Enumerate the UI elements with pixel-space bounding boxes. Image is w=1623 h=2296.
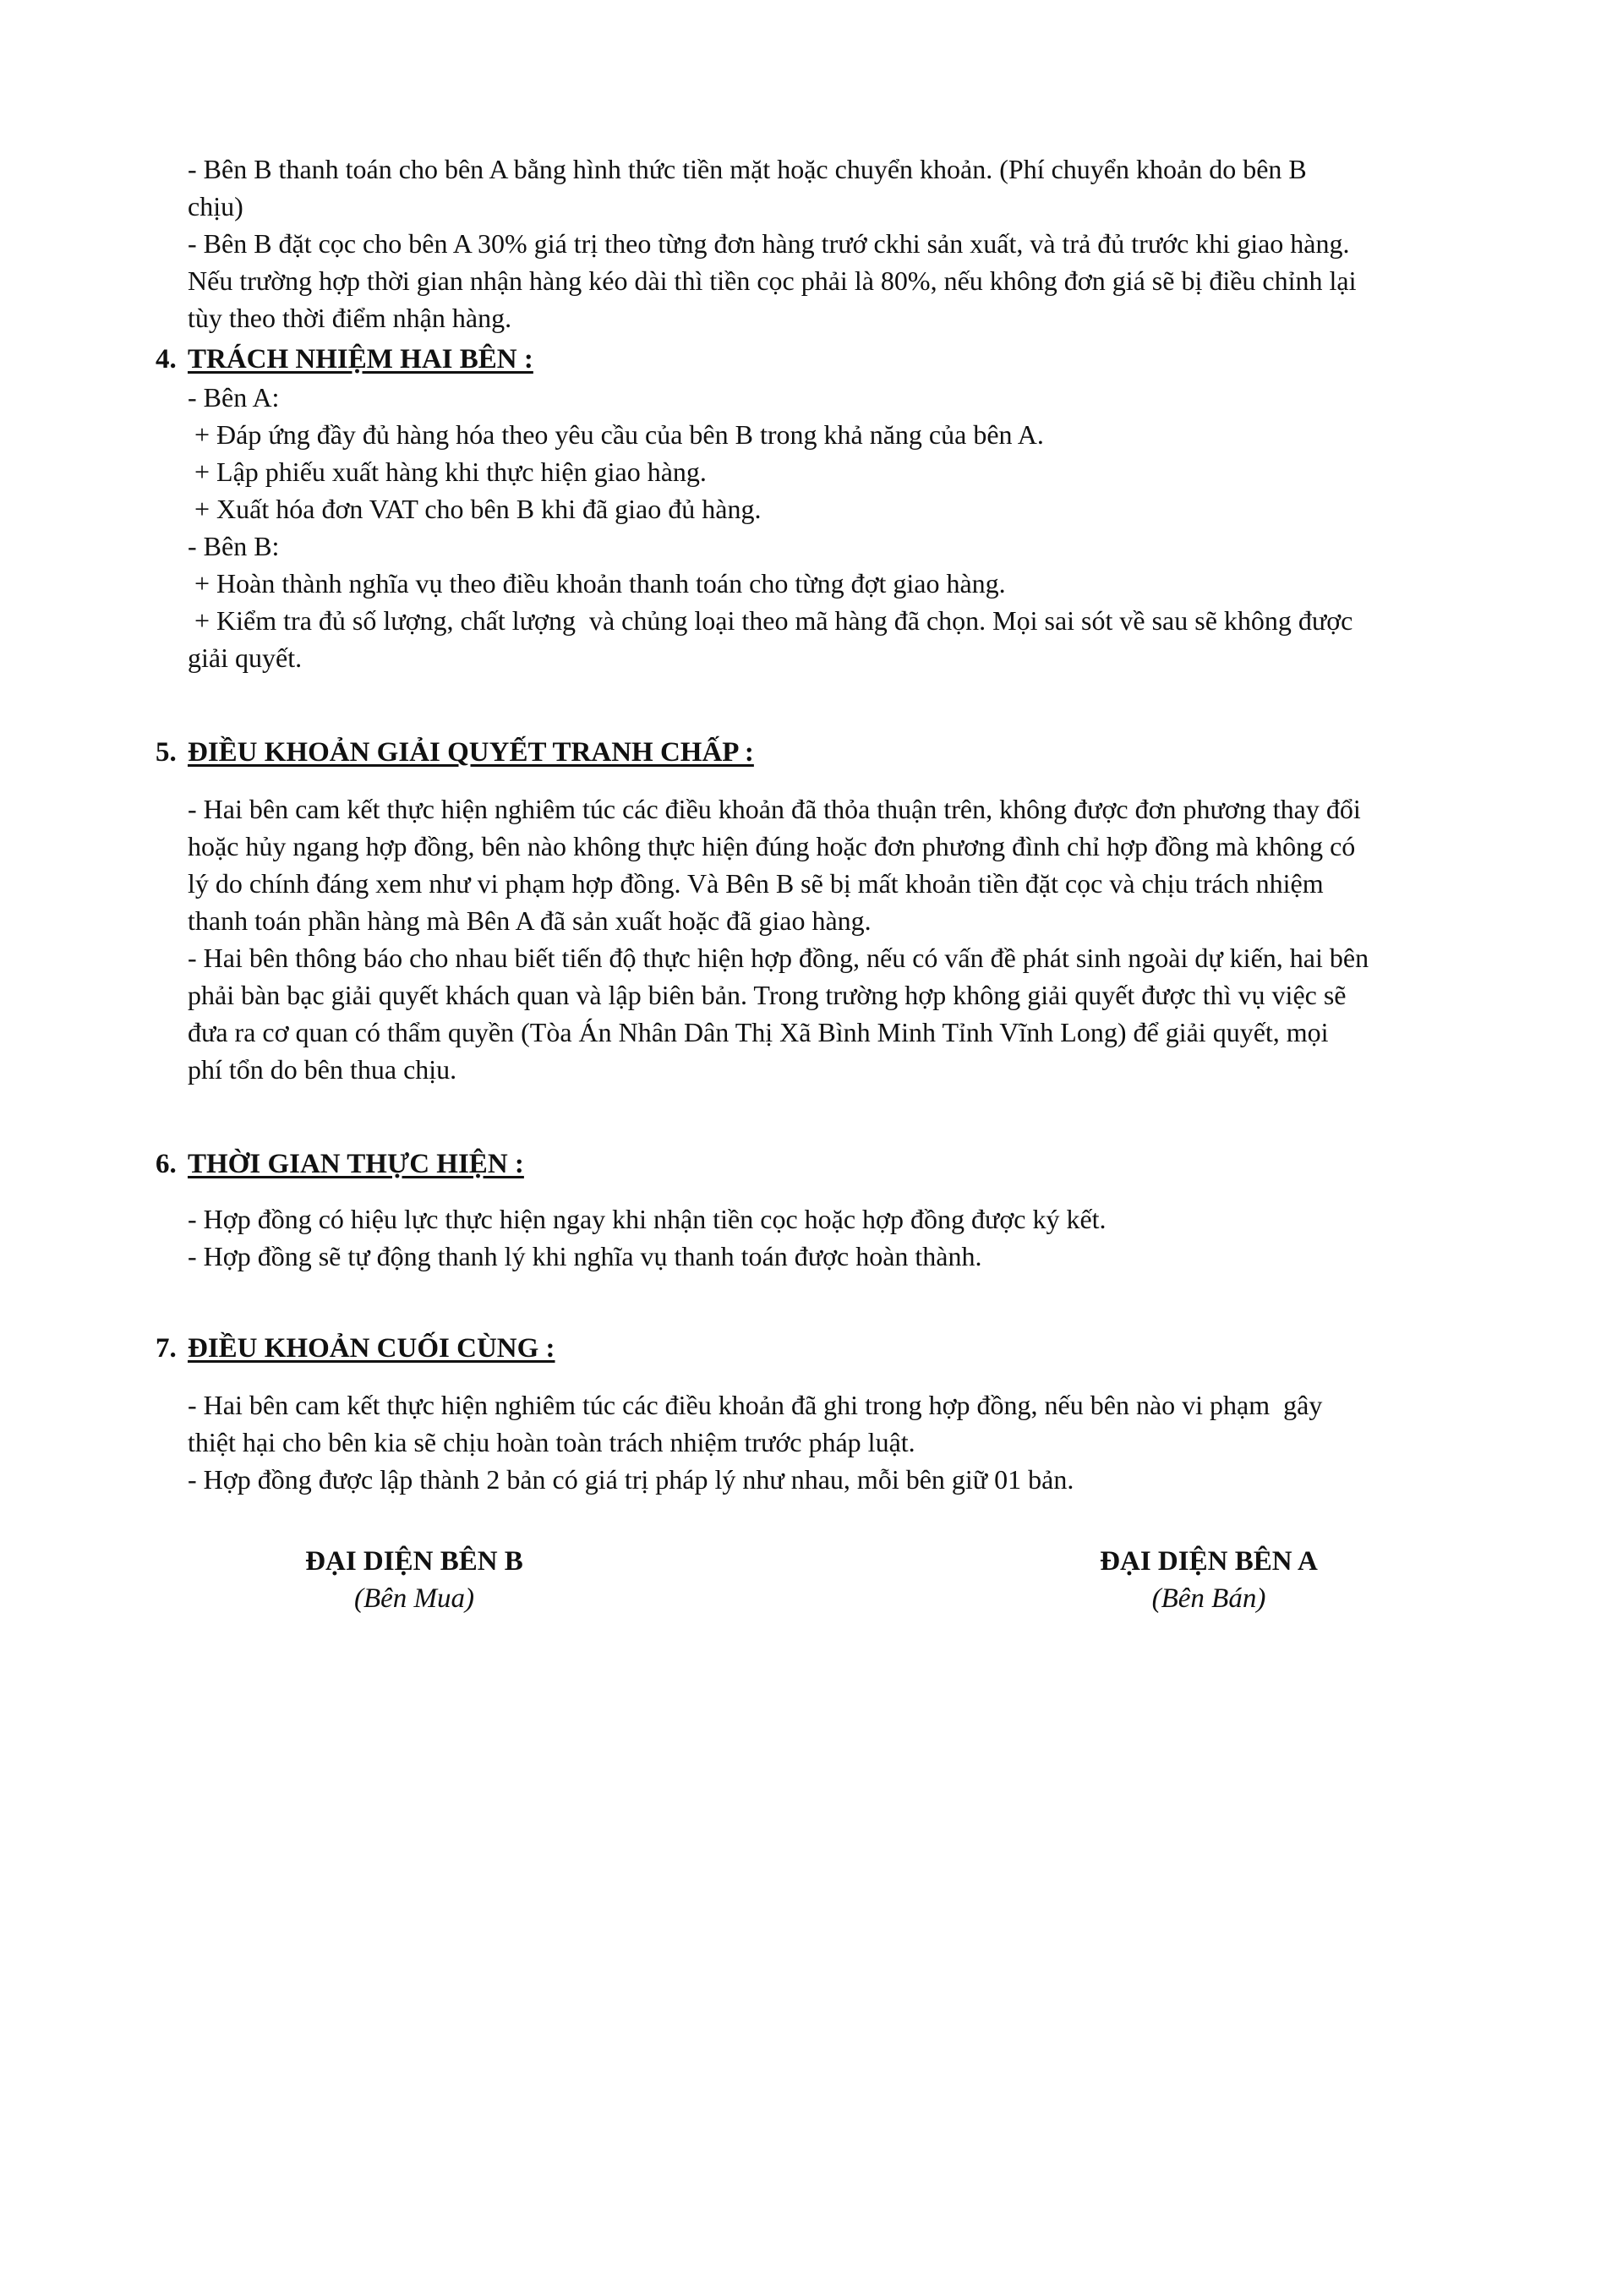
section-4-line: + Đáp ứng đầy đủ hàng hóa theo yêu cầu của bên B trong khả năng của bên A. bbox=[188, 419, 1044, 450]
section-7-line: - Hợp đồng được lập thành 2 bản có giá trị pháp lý như nhau, mỗi bên giữ 01 bản. bbox=[188, 1464, 1074, 1495]
section-6-number: 6. bbox=[156, 1149, 177, 1179]
section-7-body bbox=[188, 1386, 1489, 1498]
section-4-title: TRÁCH NHIỆM HAI BÊN : bbox=[188, 344, 533, 374]
seller-representative-label: ĐẠI DIỆN BÊN A bbox=[1100, 1546, 1318, 1577]
section-4-line: + Xuất hóa đơn VAT cho bên B khi đã giao đủ hàng. bbox=[188, 494, 762, 524]
section-5-heading bbox=[156, 734, 754, 771]
section-5-body bbox=[188, 790, 1489, 1088]
section-7-title: ĐIỀU KHOẢN CUỐI CÙNG : bbox=[188, 1333, 555, 1364]
section-5-line: lý do chính đáng xem như vi phạm hợp đồng. Và Bên B sẽ bị mất khoản tiền đặt cọc và chịu trách nhiệm bbox=[188, 868, 1324, 899]
section-5-line: phí tổn do bên thua chịu. bbox=[188, 1054, 457, 1085]
section-5-line: - Hai bên thông báo cho nhau biết tiến độ thực hiện hợp đồng, nếu có vấn đề phát sinh ngoài dự kiến, hai bên bbox=[188, 943, 1369, 973]
section-4-line: + Hoàn thành nghĩa vụ theo điều khoản thanh toán cho từng đợt giao hàng. bbox=[188, 568, 1006, 599]
section-5-title: ĐIỀU KHOẢN GIẢI QUYẾT TRANH CHẤP : bbox=[188, 737, 754, 768]
payment-line: Nếu trường hợp thời gian nhận hàng kéo dài thì tiền cọc phải là 80%, nếu không đơn giá sẽ bị điều chỉnh lại bbox=[188, 265, 1357, 296]
section-4-number: 4. bbox=[156, 344, 177, 374]
buyer-representative-label: ĐẠI DIỆN BÊN B bbox=[305, 1546, 523, 1577]
seller-party-label: (Bên Bán) bbox=[1151, 1583, 1266, 1614]
section-5-line: hoặc hủy ngang hợp đồng, bên nào không thực hiện đúng hoặc đơn phương đình chỉ hợp đồng mà không có bbox=[188, 831, 1356, 861]
payment-line: tùy theo thời điểm nhận hàng. bbox=[188, 303, 512, 333]
section-6-title: THỜI GIAN THỰC HIỆN : bbox=[188, 1149, 524, 1179]
section-6-line: - Hợp đồng có hiệu lực thực hiện ngay khi nhận tiền cọc hoặc hợp đồng được ký kết. bbox=[188, 1204, 1107, 1234]
section-6-heading bbox=[156, 1145, 524, 1183]
section-4-line: + Kiểm tra đủ số lượng, chất lượng và chủng loại theo mã hàng đã chọn. Mọi sai sót về sau sẽ không được bbox=[188, 605, 1353, 636]
signature-buyer bbox=[279, 1543, 549, 1617]
buyer-party-label: (Bên Mua) bbox=[353, 1583, 475, 1614]
payment-line: - Bên B thanh toán cho bên A bằng hình thức tiền mặt hoặc chuyển khoản. (Phí chuyển khoản do bên B bbox=[188, 154, 1307, 184]
section-5-number: 5. bbox=[156, 737, 177, 768]
section-5-line: phải bàn bạc giải quyết khách quan và lập biên bản. Trong trường hợp không giải quyết được thì vụ việc sẽ bbox=[188, 980, 1347, 1010]
section-5-line: - Hai bên cam kết thực hiện nghiêm túc các điều khoản đã thỏa thuận trên, không được đơn phương thay đổi bbox=[188, 794, 1361, 824]
section-4-line: giải quyết. bbox=[188, 642, 303, 673]
signature-seller bbox=[1074, 1543, 1344, 1617]
section-5-line: thanh toán phần hàng mà Bên A đã sản xuất hoặc đã giao hàng. bbox=[188, 905, 872, 936]
section-4-line: - Bên B: bbox=[188, 531, 280, 561]
section-7-heading bbox=[156, 1330, 555, 1367]
section-4-body bbox=[188, 379, 1489, 676]
section-4-line: + Lập phiếu xuất hàng khi thực hiện giao hàng. bbox=[188, 456, 707, 487]
payment-terms-block bbox=[188, 150, 1489, 336]
section-7-line: thiệt hại cho bên kia sẽ chịu hoàn toàn trách nhiệm trước pháp luật. bbox=[188, 1427, 915, 1457]
payment-line: chịu) bbox=[188, 191, 243, 221]
section-6-body bbox=[188, 1200, 1489, 1275]
section-7-number: 7. bbox=[156, 1333, 177, 1364]
section-4-heading bbox=[156, 341, 533, 378]
section-7-line: - Hai bên cam kết thực hiện nghiêm túc các điều khoản đã ghi trong hợp đồng, nếu bên nào vi phạm gây bbox=[188, 1390, 1323, 1420]
section-4-line: - Bên A: bbox=[188, 382, 280, 413]
section-5-line: đưa ra cơ quan có thẩm quyền (Tòa Án Nhân Dân Thị Xã Bình Minh Tỉnh Vĩnh Long) để giải quyết, mọi bbox=[188, 1017, 1329, 1047]
payment-line: - Bên B đặt cọc cho bên A 30% giá trị theo từng đơn hàng trướ ckhi sản xuất, và trả đủ trước khi giao hàng. bbox=[188, 228, 1350, 259]
section-6-line: - Hợp đồng sẽ tự động thanh lý khi nghĩa vụ thanh toán được hoàn thành. bbox=[188, 1241, 982, 1271]
